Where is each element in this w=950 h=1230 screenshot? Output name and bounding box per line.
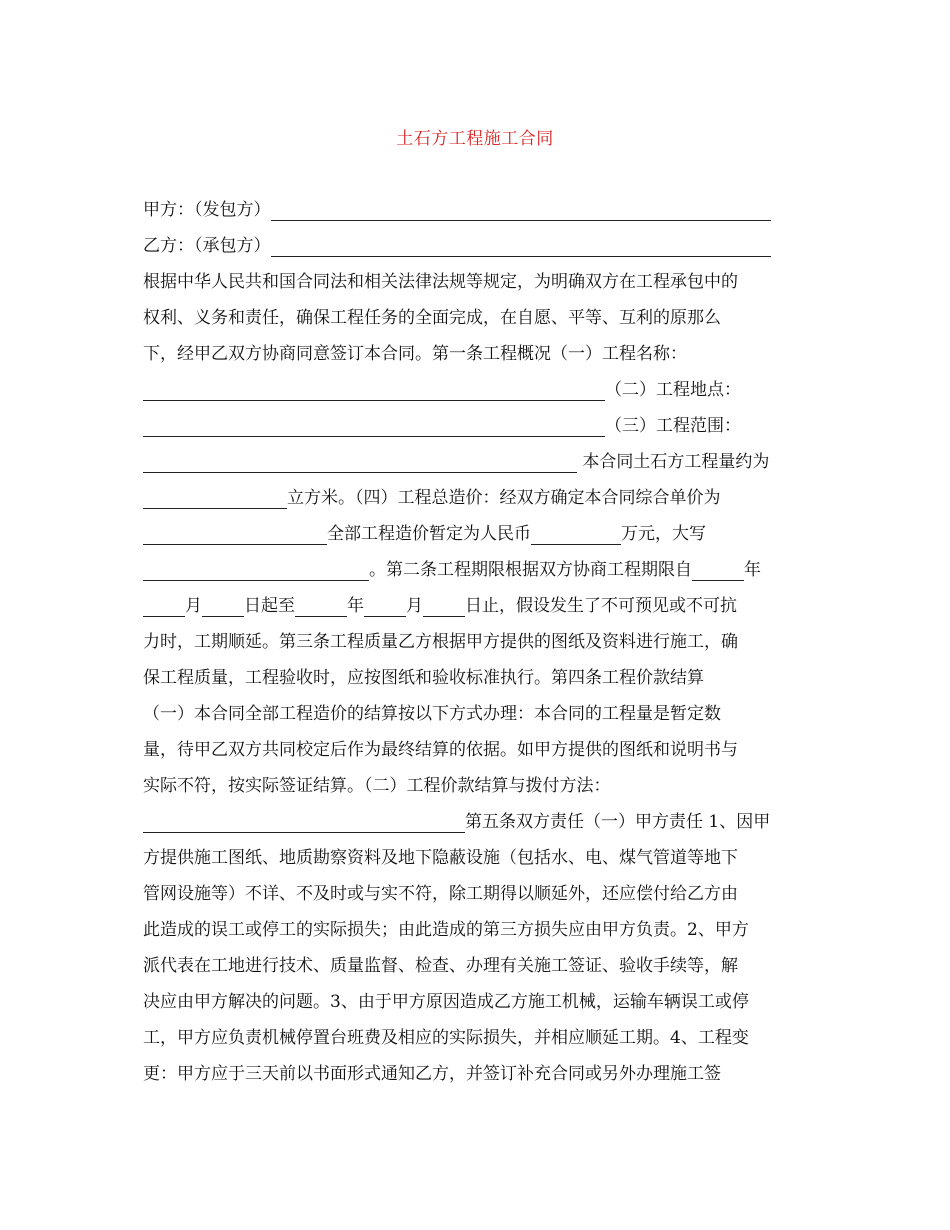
text-run: 力时，工期顺延。第三条工程质量乙方根据甲方提供的图纸及资料进行施工，确 — [143, 632, 738, 652]
text-run: 日止，假设发生了不可预见或不可抗 — [465, 596, 737, 616]
fill-in-blank — [143, 412, 605, 437]
text-run: 下，经甲乙双方协商同意签订本合同。第一条工程概况（一）工程名称： — [143, 344, 687, 364]
text-run: 立方米。（四）工程总造价：经双方确定本合同综合单价为 — [287, 488, 721, 508]
text-line — [143, 948, 813, 984]
fill-in-blank — [143, 808, 465, 833]
fill-in-blank — [271, 196, 771, 221]
text-run: 月 — [185, 596, 202, 616]
text-line — [143, 372, 813, 408]
text-run: 更：甲方应于三天前以书面形式通知乙方，并签订补充合同或另外办理施工签 — [143, 1064, 721, 1084]
text-run: （二）工程地点： — [605, 380, 741, 400]
fill-in-blank — [143, 592, 185, 617]
fill-in-blank — [271, 232, 771, 257]
text-line — [143, 552, 813, 588]
text-run: 年 — [744, 560, 761, 580]
text-run: 日起至 — [244, 596, 295, 616]
text-run: 工，甲方应负责机械停置台班费及相应的实际损失，并相应顺延工期。4、工程变 — [143, 1028, 749, 1048]
text-line — [143, 624, 813, 660]
text-line — [143, 696, 813, 732]
text-line — [143, 480, 813, 516]
text-line — [143, 336, 813, 372]
text-run: 。第二条工程期限根据双方协商工程期限自 — [369, 560, 692, 580]
text-run: 实际不符，按实际签证结算。（二）工程价款结算与拨付方法： — [143, 776, 611, 796]
text-run: 万元，大写 — [621, 524, 706, 544]
fill-in-blank — [364, 592, 406, 617]
text-line — [143, 300, 813, 336]
text-line — [143, 912, 813, 948]
fill-in-blank — [143, 376, 605, 401]
text-run: 全部工程造价暂定为人民币 — [327, 524, 531, 544]
text-run: 此造成的误工或停工的实际损失；由此造成的第三方损失应由甲方负责。2、甲方 — [143, 920, 749, 940]
text-line — [143, 660, 813, 696]
text-line — [143, 228, 813, 264]
text-run: 管网设施等）不详、不及时或与实不符，除工期得以顺延外，还应偿付给乙方由 — [143, 884, 738, 904]
fill-in-blank — [295, 592, 347, 617]
text-line — [143, 264, 813, 300]
text-line — [143, 876, 813, 912]
text-run: （三）工程范围： — [605, 416, 741, 436]
fill-in-blank — [143, 448, 577, 473]
text-line — [143, 192, 813, 228]
text-line — [143, 840, 813, 876]
text-line — [143, 768, 813, 804]
text-run: 甲方：（发包方） — [143, 200, 271, 220]
document-title: 土石方工程施工合同 — [396, 129, 554, 149]
text-run: 决应由甲方解决的问题。3、由于甲方原因造成乙方施工机械，运输车辆误工或停 — [143, 992, 749, 1012]
text-run: 年 — [347, 596, 364, 616]
text-line — [143, 444, 813, 480]
text-run: 派代表在工地进行技术、质量监督、检查、办理有关施工签证、验收手续等，解 — [143, 956, 738, 976]
text-line — [143, 516, 813, 552]
fill-in-blank — [143, 520, 327, 545]
document-body — [143, 192, 813, 1092]
text-line — [143, 732, 813, 768]
text-run: 权利、义务和责任，确保工程任务的全面完成，在自愿、平等、互利的原那么 — [143, 308, 721, 328]
text-run: 量，待甲乙双方共同校定后作为最终结算的依据。如甲方提供的图纸和说明书与 — [143, 740, 738, 760]
text-line — [143, 984, 813, 1020]
text-run: 根据中华人民共和国合同法和相关法律法规等规定，为明确双方在工程承包中的 — [143, 272, 738, 292]
text-run: 方提供施工图纸、地质勘察资料及地下隐蔽设施（包括水、电、煤气管道等地下 — [143, 848, 738, 868]
text-line — [143, 1020, 813, 1056]
text-run: 第五条双方责任（一）甲方责任 1、因甲 — [465, 812, 771, 832]
fill-in-blank — [423, 592, 465, 617]
text-line — [143, 588, 813, 624]
text-run: 保工程质量，工程验收时，应按图纸和验收标准执行。第四条工程价款结算 — [143, 668, 704, 688]
text-run: 月 — [406, 596, 423, 616]
text-run: 本合同土石方工程量约为 — [577, 452, 770, 472]
text-run: （一）本合同全部工程造价的结算按以下方式办理：本合同的工程量是暂定数 — [143, 704, 721, 724]
text-run: 乙方：（承包方） — [143, 236, 271, 256]
fill-in-blank — [531, 520, 621, 545]
text-line — [143, 408, 813, 444]
fill-in-blank — [692, 556, 744, 581]
text-line — [143, 804, 813, 840]
fill-in-blank — [202, 592, 244, 617]
text-line — [143, 1056, 813, 1092]
fill-in-blank — [143, 484, 287, 509]
fill-in-blank — [143, 556, 369, 581]
